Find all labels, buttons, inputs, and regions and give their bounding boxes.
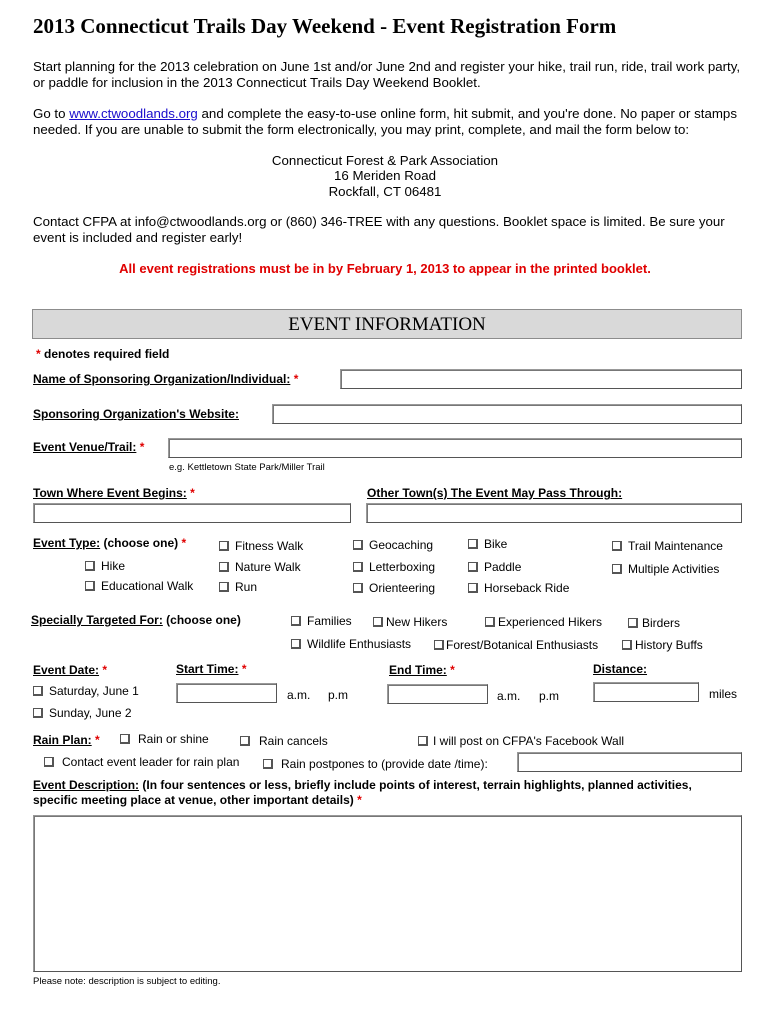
start-time-label-text: Start Time:: [176, 662, 239, 676]
option-label: Geocaching: [369, 538, 434, 552]
checkbox[interactable]: [628, 618, 638, 628]
required-star: *: [95, 733, 100, 747]
option-educational-walk[interactable]: [85, 579, 193, 593]
choose-one-text: (choose one): [103, 536, 179, 550]
option-label: Wildlife Enthusiasts: [307, 637, 412, 651]
page-title: 2013 Connecticut Trails Day Weekend - Event Registration Form: [33, 14, 617, 38]
checkbox[interactable]: [33, 686, 43, 696]
option-label: Hike: [101, 559, 126, 573]
option-label: New Hikers: [386, 615, 448, 629]
target-birders[interactable]: [628, 616, 680, 630]
option-label: Paddle: [484, 560, 522, 574]
event-date-label: [33, 663, 107, 677]
website-link[interactable]: www.ctwoodlands.org: [69, 106, 198, 121]
distance-label: [593, 662, 647, 676]
checkbox[interactable]: [612, 564, 622, 574]
start-am-label[interactable]: a.m.: [287, 688, 311, 702]
required-star: *: [241, 662, 247, 676]
option-trail-maintenance[interactable]: [612, 539, 723, 553]
date-saturday[interactable]: [33, 684, 139, 698]
rain-plan-label-text: Rain Plan:: [33, 733, 92, 747]
option-label: Bike: [484, 537, 508, 551]
description-note: (In four sentences or less, briefly include points of interest, terrain highlights, planned activities, specific meeting place at venue, other important details): [33, 778, 692, 807]
required-star: *: [181, 536, 187, 550]
option-label: Saturday, June 1: [49, 684, 139, 698]
org-label-text: Name of Sponsoring Organization/Individual:: [33, 372, 291, 386]
contact-text: Contact CFPA at info@ctwoodlands.org or (860) 346-TREE with any questions. Booklet space is limited. Be sure your event is included and register early!: [33, 214, 725, 245]
option-label: Nature Walk: [235, 560, 301, 574]
goto-after: and complete the easy-to-use online form, hit submit, and you're done. No paper or stamps needed. If you are unable to submit the form electronically, you may print, complete, and mail the form below to:: [33, 106, 737, 137]
start-time-label: [176, 662, 246, 676]
checkbox[interactable]: [33, 708, 43, 718]
goto-paragraph: [33, 106, 745, 138]
required-note-text: denotes required field: [44, 347, 170, 361]
checkbox[interactable]: [291, 616, 301, 626]
rain-postpones[interactable]: [263, 757, 488, 771]
website-label: [33, 407, 239, 421]
option-multiple-activities[interactable]: [612, 562, 719, 576]
end-time-input[interactable]: [387, 684, 488, 704]
other-towns-label-text: Other Town(s) The Event May Pass Through:: [367, 486, 623, 500]
section-header: EVENT INFORMATION: [32, 309, 742, 339]
option-label: Orienteering: [369, 581, 436, 595]
checkbox[interactable]: [240, 736, 250, 746]
option-label: Sunday, June 2: [49, 706, 132, 720]
venue-label: [33, 440, 144, 454]
event-date-label-text: Event Date:: [33, 663, 100, 677]
distance-label-text: Distance:: [593, 662, 648, 676]
checkbox[interactable]: [418, 736, 428, 746]
end-time-label: [389, 663, 455, 677]
address-line-2: 16 Meriden Road: [333, 168, 436, 183]
checkbox[interactable]: [353, 540, 363, 550]
option-label: Fitness Walk: [235, 539, 304, 553]
checkbox[interactable]: [468, 539, 478, 549]
end-time-label-text: End Time:: [389, 663, 447, 677]
rain-facebook[interactable]: [418, 734, 624, 748]
required-star: *: [357, 793, 362, 807]
option-horseback-ride[interactable]: [468, 581, 569, 595]
option-hike[interactable]: [85, 559, 125, 573]
website-input[interactable]: [272, 404, 742, 424]
checkbox[interactable]: [434, 640, 444, 650]
checkbox[interactable]: [353, 562, 363, 572]
checkbox[interactable]: [120, 734, 130, 744]
distance-input[interactable]: [593, 682, 699, 702]
postpone-date-input[interactable]: [517, 752, 742, 772]
checkbox[interactable]: [485, 617, 495, 627]
description-label-text: Event Description:: [33, 778, 140, 792]
required-note: [36, 347, 169, 361]
option-label: History Buffs: [635, 638, 703, 652]
start-time-input[interactable]: [176, 683, 277, 703]
option-label: Letterboxing: [369, 560, 436, 574]
town-label: [33, 486, 195, 500]
option-orienteering[interactable]: [353, 581, 435, 595]
miles-label: miles: [709, 687, 738, 701]
choose-one-text: (choose one): [166, 613, 241, 627]
option-label: Rain or shine: [138, 732, 209, 746]
deadline-notice: All event registrations must be in by February 1, 2013 to appear in the printed booklet.: [119, 261, 651, 276]
date-sunday[interactable]: [33, 706, 132, 720]
target-families[interactable]: [291, 614, 352, 628]
rain-plan-label: [33, 733, 100, 747]
town-label-text: Town Where Event Begins:: [33, 486, 187, 500]
target-forest-botanical[interactable]: [434, 638, 598, 652]
rain-contact-leader[interactable]: [44, 755, 239, 769]
description-textarea[interactable]: [33, 815, 742, 972]
other-towns-input[interactable]: [366, 503, 742, 523]
checkbox[interactable]: [622, 640, 632, 650]
checkbox[interactable]: [219, 541, 229, 551]
checkbox[interactable]: [219, 562, 229, 572]
option-fitness-walk[interactable]: [219, 539, 303, 553]
checkbox[interactable]: [263, 759, 273, 769]
venue-hint: e.g. Kettletown State Park/Miller Trail: [169, 462, 325, 473]
option-geocaching[interactable]: [353, 538, 433, 552]
required-star: *: [293, 372, 299, 386]
rain-or-shine[interactable]: [120, 732, 209, 746]
option-bike[interactable]: [468, 537, 507, 551]
targeted-label: [31, 613, 241, 627]
event-type-label: [33, 536, 186, 550]
option-label: Birders: [642, 616, 681, 630]
address-line-1: Connecticut Forest & Park Association: [271, 153, 499, 168]
other-towns-label: [367, 486, 622, 500]
checkbox[interactable]: [219, 582, 229, 592]
end-pm-label[interactable]: p.m: [539, 689, 560, 703]
target-experienced-hikers[interactable]: [485, 615, 602, 629]
required-star: *: [450, 663, 455, 677]
required-star: *: [102, 663, 108, 677]
option-label: Horseback Ride: [484, 581, 570, 595]
address-line-3: Rockfall, CT 06481: [328, 184, 442, 199]
goto-before: Go to: [33, 106, 70, 121]
website-label-text: Sponsoring Organization's Website:: [33, 407, 239, 421]
option-nature-walk[interactable]: [219, 560, 301, 574]
option-paddle[interactable]: [468, 560, 521, 574]
end-am-label[interactable]: a.m.: [497, 689, 521, 703]
option-label: Contact event leader for rain plan: [62, 755, 240, 769]
checkbox[interactable]: [85, 581, 95, 591]
start-pm-label[interactable]: p.m: [328, 688, 349, 702]
checkbox[interactable]: [85, 561, 95, 571]
venue-input[interactable]: [168, 438, 742, 458]
option-label: Families: [307, 614, 352, 628]
intro-text: Start planning for the 2013 celebration on June 1st and/or June 2nd and register your hike, trail run, ride, trail work party, or paddle for inclusion in the 2013 Connecticut Trails Day Weekend Booklet.: [33, 59, 741, 90]
org-label: [33, 372, 298, 386]
rain-cancels[interactable]: [240, 734, 328, 748]
required-star: *: [139, 440, 145, 454]
footer-note: Please note: description is subject to editing.: [33, 976, 221, 987]
checkbox[interactable]: [373, 617, 383, 627]
target-new-hikers[interactable]: [373, 615, 447, 629]
venue-label-text: Event Venue/Trail:: [33, 440, 137, 454]
option-label: Forest/Botanical Enthusiasts: [446, 638, 599, 652]
target-history-buffs[interactable]: [622, 638, 703, 652]
checkbox[interactable]: [44, 757, 54, 767]
checkbox[interactable]: [612, 541, 622, 551]
option-label: Experienced Hikers: [498, 615, 603, 629]
option-label: Rain cancels: [259, 734, 328, 748]
event-type-label-text: Event Type:: [33, 536, 101, 550]
option-run[interactable]: [219, 580, 257, 594]
description-label: [33, 778, 733, 808]
checkbox[interactable]: [291, 639, 301, 649]
checkbox[interactable]: [468, 583, 478, 593]
org-name-input[interactable]: [340, 369, 742, 389]
option-label: Trail Maintenance: [628, 539, 723, 553]
required-star: *: [190, 486, 195, 500]
option-label: Rain postpones to (provide date /time):: [281, 757, 488, 771]
required-star: *: [36, 347, 41, 361]
option-label: Run: [235, 580, 258, 594]
targeted-label-text: Specially Targeted For:: [31, 613, 163, 627]
option-letterboxing[interactable]: [353, 560, 435, 574]
option-label: I will post on CFPA's Facebook Wall: [433, 734, 625, 748]
option-label: Multiple Activities: [628, 562, 720, 576]
option-label: Educational Walk: [101, 579, 194, 593]
town-input[interactable]: [33, 503, 351, 523]
target-wildlife-enthusiasts[interactable]: [291, 637, 411, 651]
checkbox[interactable]: [468, 562, 478, 572]
checkbox[interactable]: [353, 583, 363, 593]
